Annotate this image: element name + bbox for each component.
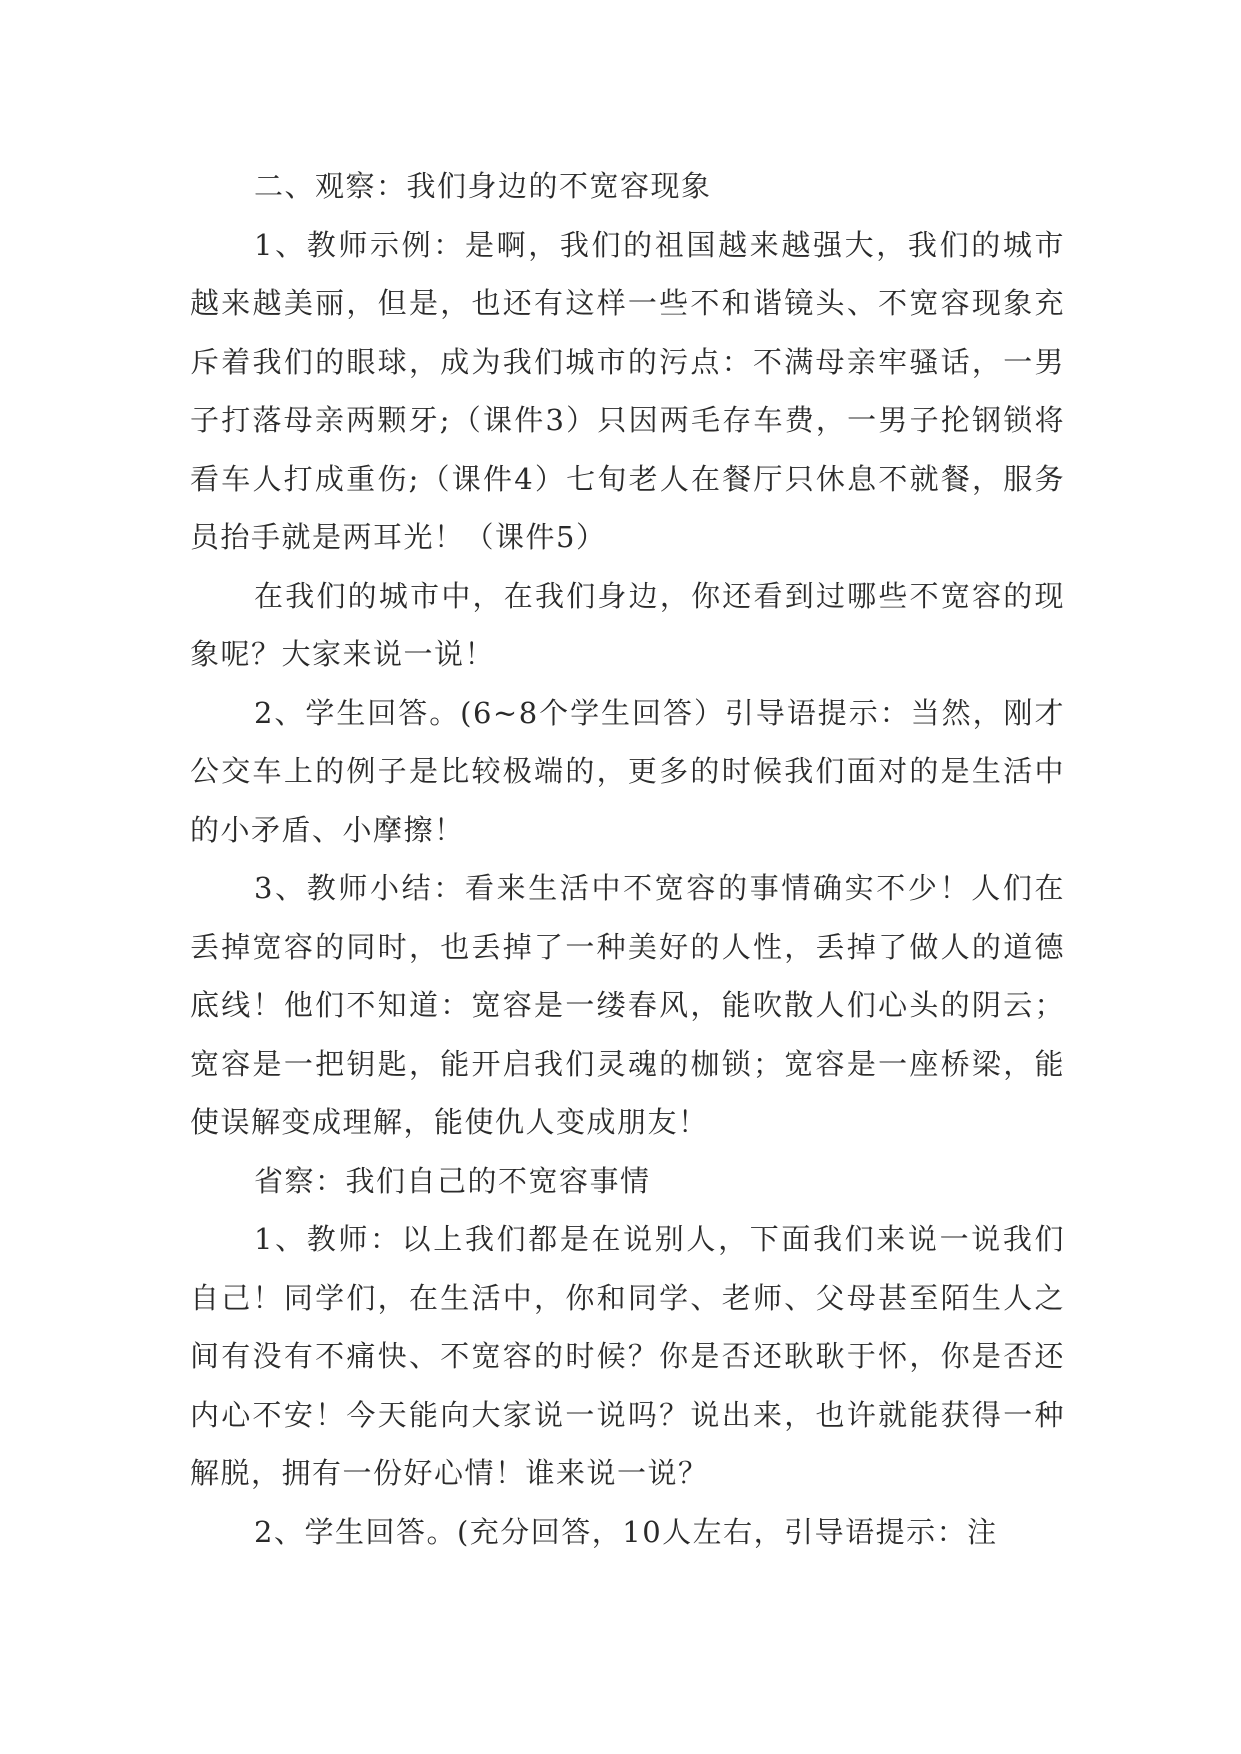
paragraph-question: 在我们的城市中，在我们身边，你还看到过哪些不宽容的现象呢？大家来说一说！ [190, 578, 1065, 671]
paragraph-teacher-summary: 3、教师小结：看来生活中不宽容的事情确实不少！人们在丢掉宽容的同时，也丢掉了一种美好的人性，丢掉了做人的道德底线！他们不知道：宽容是一缕春风，能吹散人们心头的阴云；宽容是一把钥匙，能开启我们灵魂的枷锁；宽容是一座桥梁，能使误解变成理解，能使仇人变成朋友！ [190, 871, 1065, 1139]
section-heading-observe: 二、观察：我们身边的不宽容现象 [254, 169, 712, 203]
paragraph-teacher-example: 1、教师示例：是啊，我们的祖国越来越强大，我们的城市越来越美丽，但是，也还有这样一些不和谐镜头、不宽容现象充斥着我们的眼球，成为我们城市的污点：不满母亲牢骚话，一男子打落母亲两颗牙;（课件3）只因两毛存车费，一男子抡钢锁将看车人打成重伤;（课件4）七旬老人在餐厅只休息不就餐，服务员抬手就是两耳光！（课件5） [190, 227, 1065, 554]
document-body [190, 157, 1065, 1561]
section-heading-reflect: 省察：我们自己的不宽容事情 [254, 1163, 651, 1198]
paragraph-student-answer: 2、学生回答。(6~8个学生回答）引导语提示：当然，刚才公交车上的例子是比较极端的，更多的时候我们面对的是生活中的小矛盾、小摩擦！ [190, 695, 1065, 847]
paragraph-student-answer-2: 2、学生回答。(充分回答，10人左右，引导语提示：注 [254, 1514, 998, 1549]
paragraph-teacher-prompt: 1、教师：以上我们都是在说别人，下面我们来说一说我们自己！同学们，在生活中，你和同学、老师、父母甚至陌生人之间有没有不痛快、不宽容的时候？你是否还耿耿于怀，你是否还内心不安！今天能向大家说一说吗？说出来，也许就能获得一种解脱，拥有一份好心情！谁来说一说？ [190, 1222, 1065, 1490]
